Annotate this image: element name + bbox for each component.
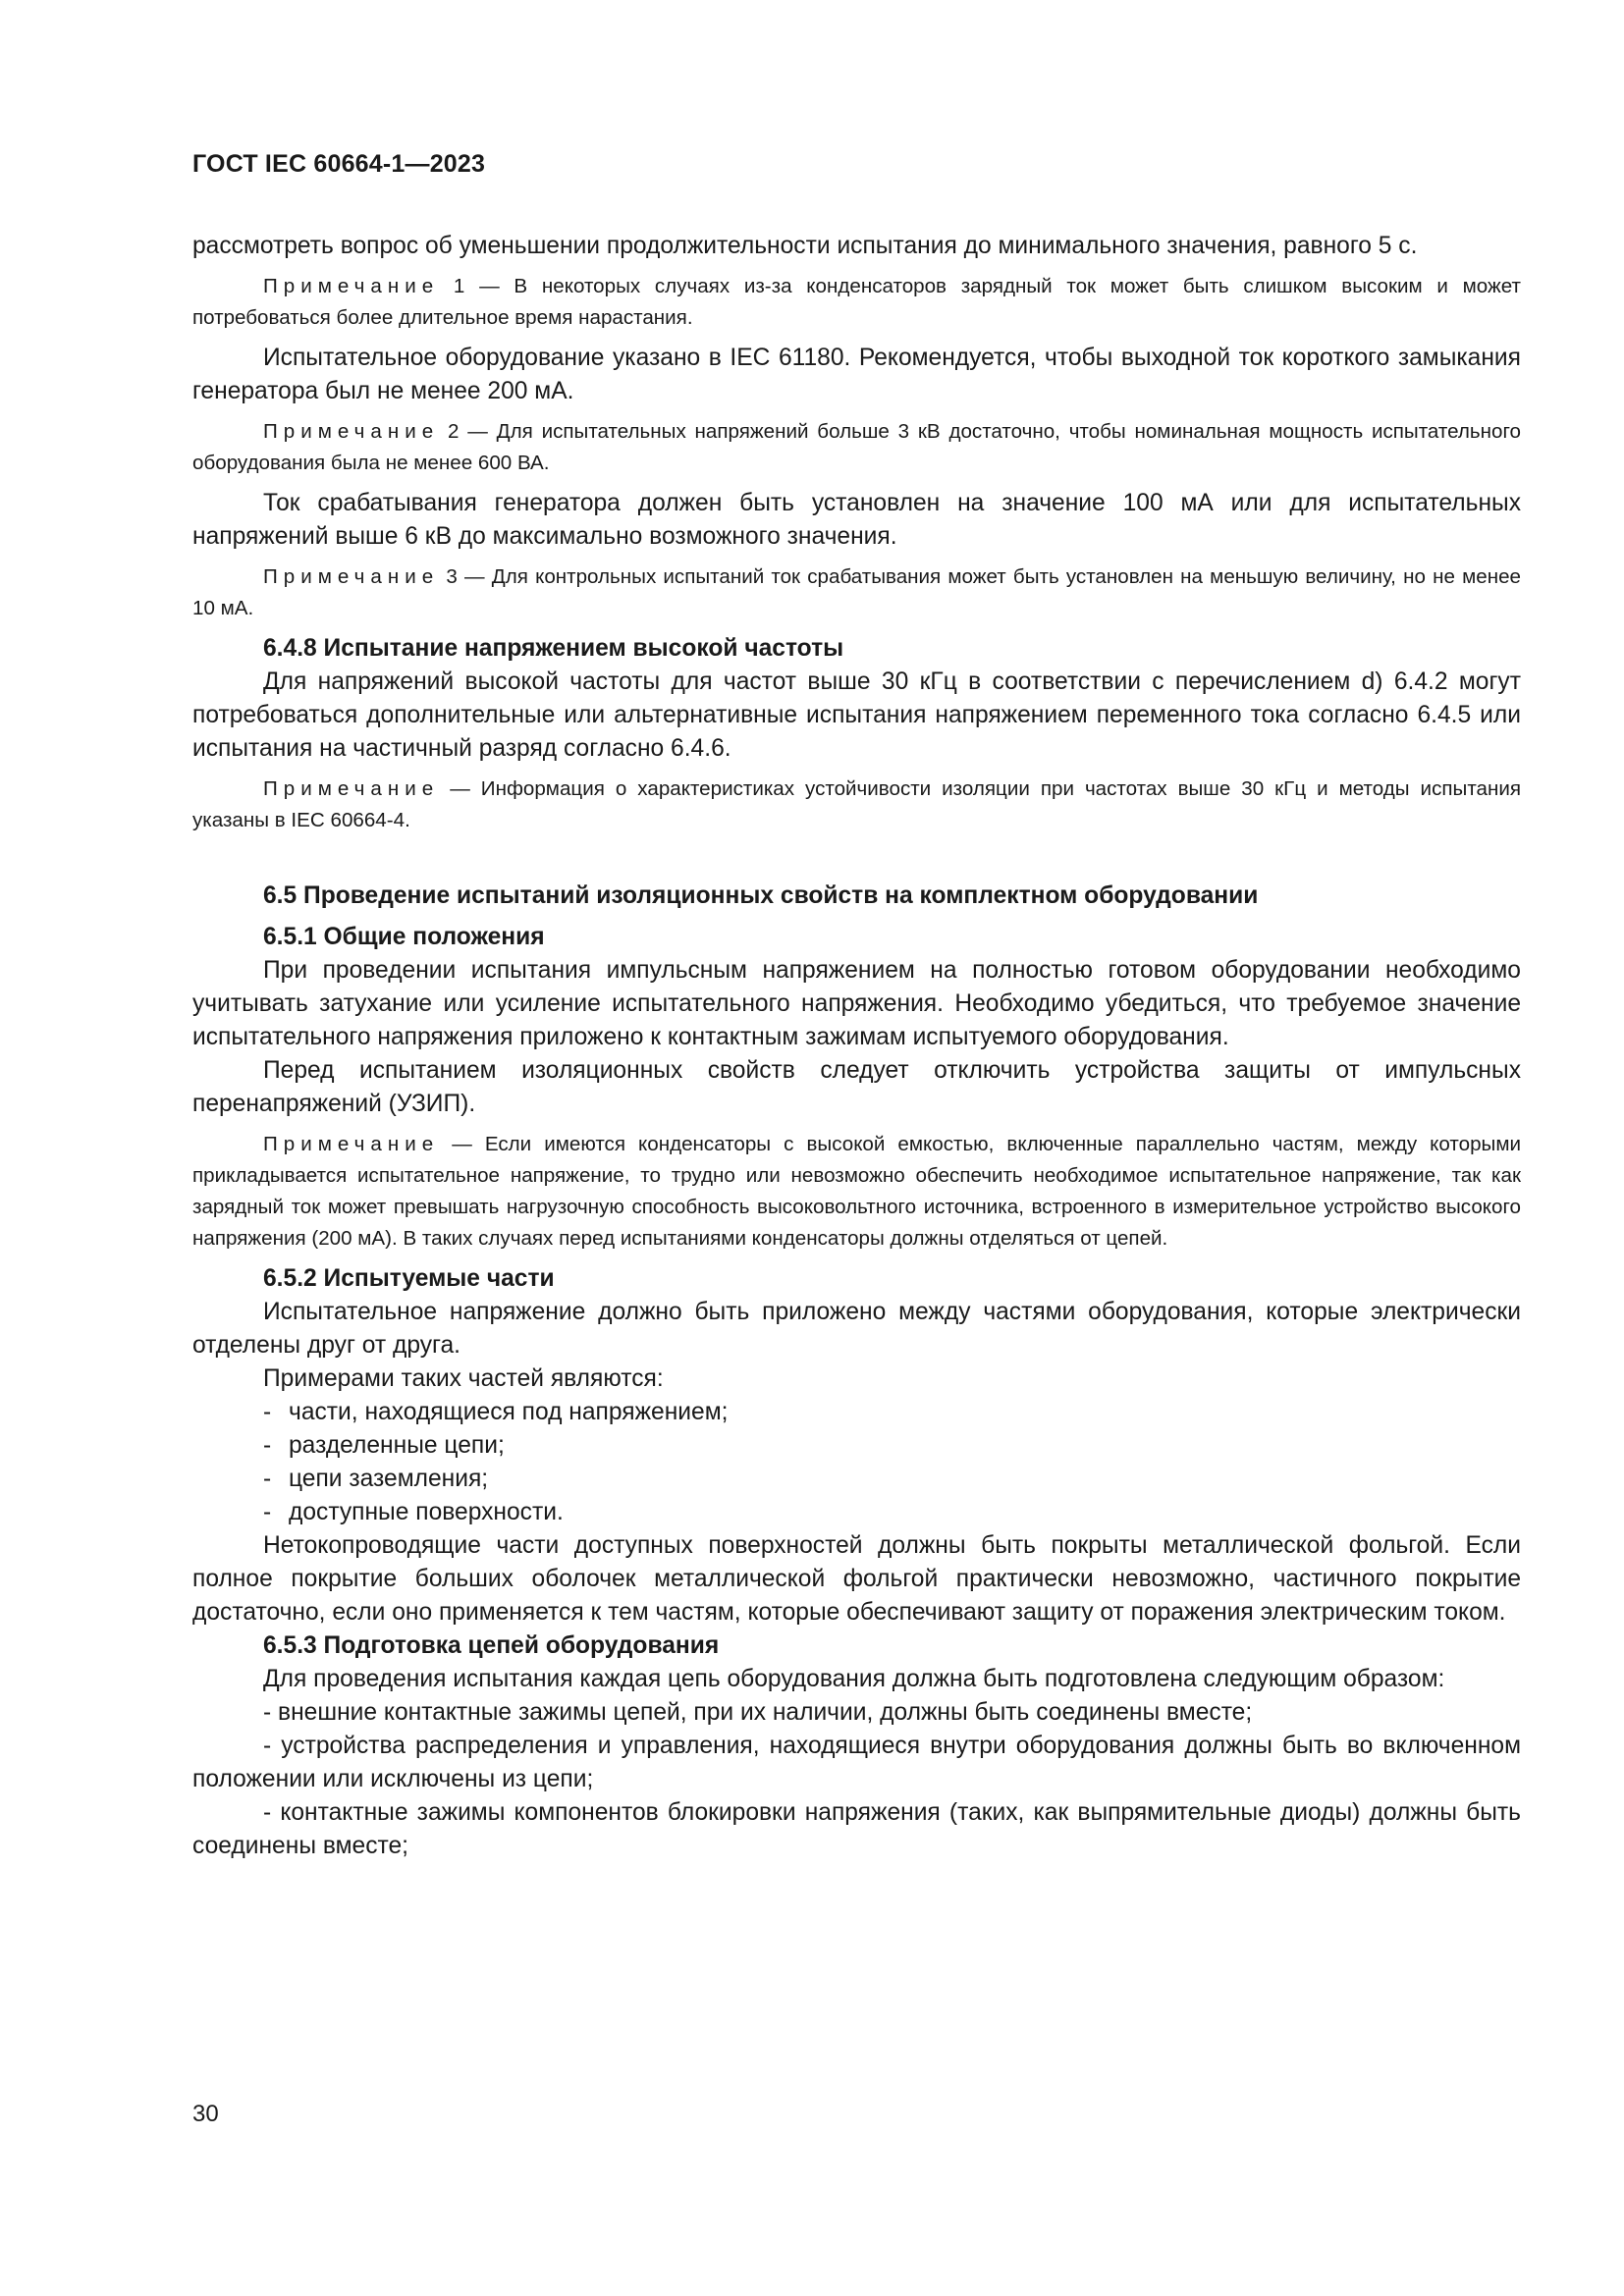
document-page bbox=[192, 147, 1521, 1863]
list-item: - внешние контактные зажимы цепей, при их наличии, должны быть соединены вместе; bbox=[263, 1699, 1253, 1726]
paragraph: При проведении испытания импульсным напряжением на полностью готовом оборудовании необходимо учитывать затухание или усиление испытательного напряжения. Необходимо убедиться, что требуемое значение испытательного напряжения приложено к контактным зажимам испытуемого оборудования. bbox=[192, 957, 1521, 1050]
note-text: 2 — Для испытательных напряжений больше 3 кВ достаточно, чтобы номинальная мощность испытательного оборудования была не менее 600 ВА. bbox=[192, 420, 1521, 474]
list-item-text: доступные поверхности. bbox=[289, 1499, 564, 1525]
section-heading-6-5: 6.5 Проведение испытаний изоляционных свойств на комплектном оборудовании bbox=[263, 882, 1259, 909]
note-text: — Если имеются конденсаторы с высокой емкостью, включенные параллельно частям, между которыми прикладывается испытательное напряжение, то трудно или невозможно обеспечить необходимое испытательное напряжение, так как зарядный ток может превышать нагрузочную способность высоковольтного источника, встроенного в измерительное устройство высокого напряжения (200 мА). В таких случаях перед испытаниями конденсаторы должны отделяться от цепей. bbox=[192, 1133, 1521, 1250]
paragraph: Примерами таких частей являются: bbox=[263, 1365, 664, 1392]
note-label: Примечание bbox=[263, 777, 440, 800]
list-item-text: части, находящиеся под напряжением; bbox=[289, 1399, 729, 1425]
list-item-text: внешние контактные зажимы цепей, при их наличии, должны быть соединены вместе; bbox=[278, 1699, 1253, 1726]
paragraph: рассмотреть вопрос об уменьшении продолжительности испытания до минимального значения, равного 5 с. bbox=[192, 233, 1418, 259]
list-item: - доступные поверхности. bbox=[263, 1499, 564, 1525]
note-label: Примечание bbox=[263, 275, 440, 297]
section-heading-6-5-2: 6.5.2 Испытуемые части bbox=[263, 1265, 555, 1292]
note-text: 3 — Для контрольных испытаний ток срабатывания может быть установлен на меньшую величину, но не менее 10 мА. bbox=[192, 565, 1521, 619]
list-item-text: разделенные цепи; bbox=[289, 1432, 505, 1459]
note bbox=[192, 271, 1521, 334]
note-label: Примечание bbox=[263, 420, 440, 443]
note-text: — Информация о характеристиках устойчивости изоляции при частотах выше 30 кГц и методы испытания указаны в IEC 60664-4. bbox=[192, 777, 1521, 831]
list-item: - устройства распределения и управления, находящиеся внутри оборудования должны быть во включенном положении или исключены из цепи; bbox=[192, 1733, 1521, 1792]
note bbox=[192, 416, 1521, 479]
list-item: - контактные зажимы компонентов блокировки напряжения (таких, как выпрямительные диоды) должны быть соединены вместе; bbox=[192, 1799, 1521, 1859]
section-heading-6-4-8: 6.4.8 Испытание напряжением высокой частоты bbox=[263, 635, 844, 662]
note-label: Примечание bbox=[263, 565, 440, 588]
list-item: - разделенные цепи; bbox=[263, 1432, 505, 1459]
paragraph: Для напряжений высокой частоты для частот выше 30 кГц в соответствии с перечислением d) 6.4.2 могут потребоваться дополнительные или альтернативные испытания напряжением переменного тока согласно 6.4.5 или испытания на частичный разряд согласно 6.4.6. bbox=[192, 668, 1521, 762]
paragraph: Нетокопроводящие части доступных поверхностей должны быть покрыты металлической фольгой. Если полное покрытие больших оболочек металлической фольгой практически невозможно, частичного покрытие достаточно, если оно применяется к тем частям, которые обеспечивают защиту от поражения электрическим током. bbox=[192, 1532, 1521, 1626]
paragraph: Для проведения испытания каждая цепь оборудования должна быть подготовлена следующим образом: bbox=[263, 1666, 1445, 1692]
note-label: Примечание bbox=[263, 1133, 440, 1155]
paragraph: Ток срабатывания генератора должен быть установлен на значение 100 мА или для испытательных напряжений выше 6 кВ до максимально возможного значения. bbox=[192, 490, 1521, 550]
list-item-text: цепи заземления; bbox=[289, 1466, 489, 1492]
list-item-text: устройства распределения и управления, находящиеся внутри оборудования должны быть во включенном положении или исключены из цепи; bbox=[192, 1733, 1521, 1792]
note bbox=[192, 1129, 1521, 1255]
paragraph: Испытательное оборудование указано в IEC 61180. Рекомендуется, чтобы выходной ток короткого замыкания генератора был не менее 200 мА. bbox=[192, 345, 1521, 404]
section-heading-6-5-1: 6.5.1 Общие положения bbox=[263, 924, 545, 950]
note bbox=[192, 774, 1521, 836]
list-item: - части, находящиеся под напряжением; bbox=[263, 1399, 729, 1425]
list-item: - цепи заземления; bbox=[263, 1466, 489, 1492]
section-heading-6-5-3: 6.5.3 Подготовка цепей оборудования bbox=[263, 1632, 720, 1659]
document-header: ГОСТ IEC 60664-1—2023 bbox=[192, 150, 486, 178]
paragraph: Испытательное напряжение должно быть приложено между частями оборудования, которые электрически отделены друг от друга. bbox=[192, 1299, 1521, 1359]
note-text: 1 — В некоторых случаях из-за конденсаторов зарядный ток может быть слишком высоким и может потребоваться более длительное время нарастания. bbox=[192, 275, 1521, 329]
paragraph: Перед испытанием изоляционных свойств следует отключить устройства защиты от импульсных перенапряжений (УЗИП). bbox=[192, 1057, 1521, 1117]
note bbox=[192, 561, 1521, 624]
page-number: 30 bbox=[192, 2101, 219, 2127]
list-item-text: контактные зажимы компонентов блокировки напряжения (таких, как выпрямительные диоды) должны быть соединены вместе; bbox=[192, 1799, 1521, 1859]
